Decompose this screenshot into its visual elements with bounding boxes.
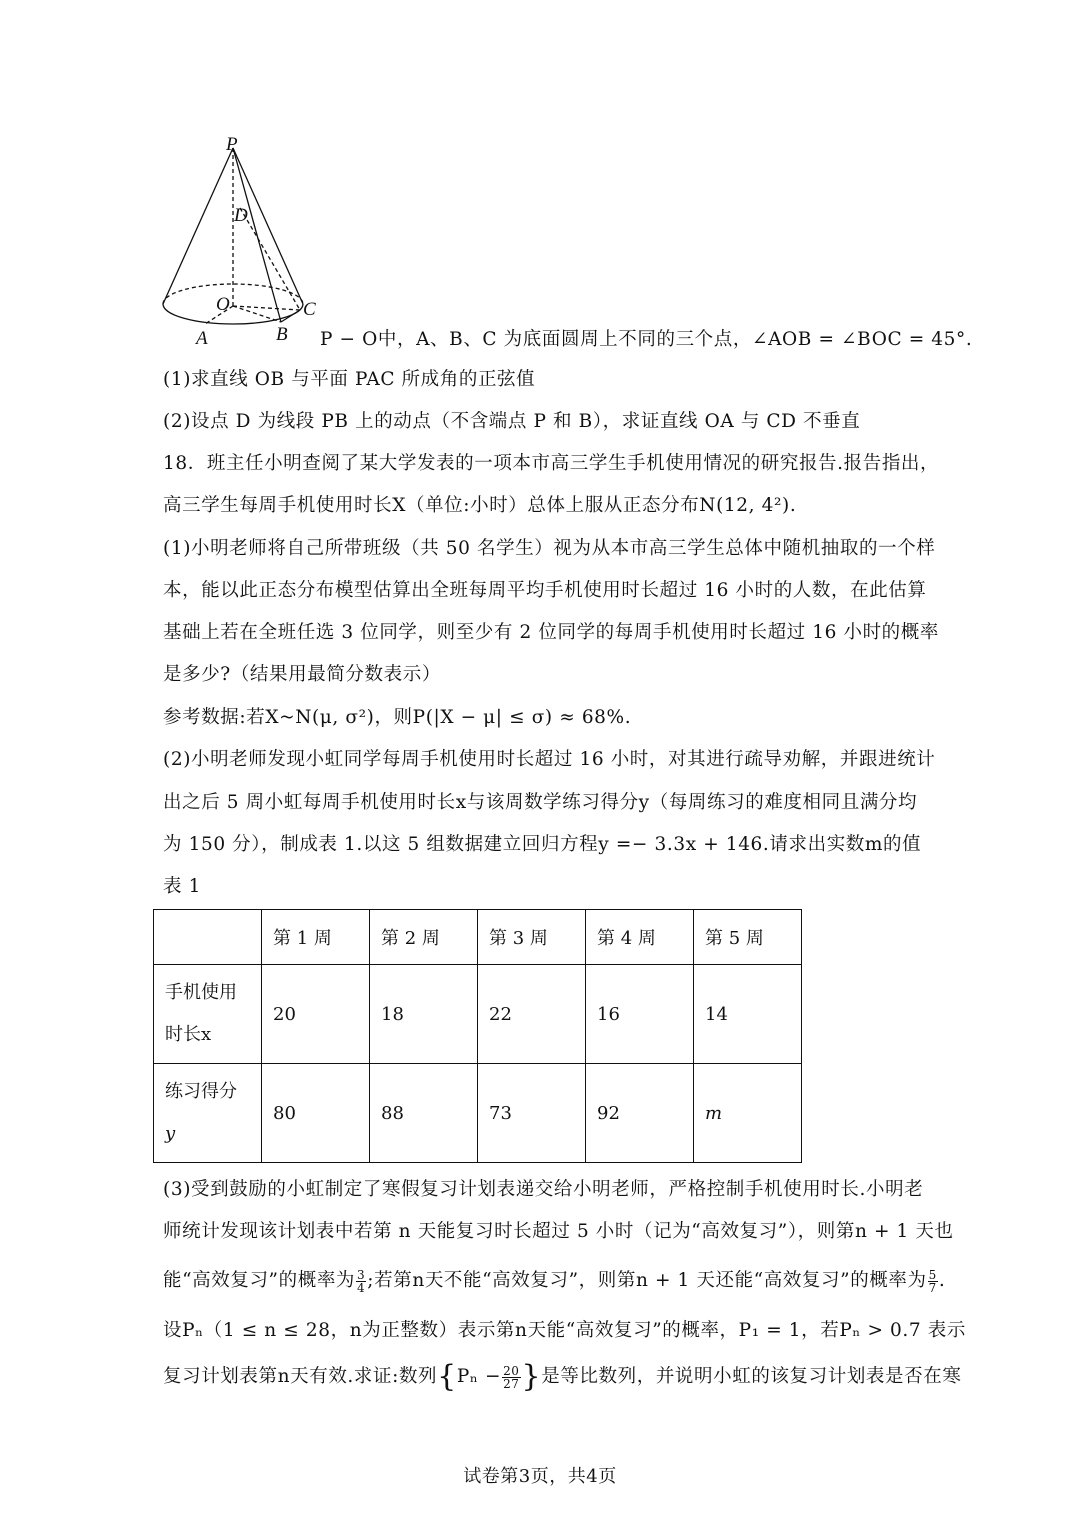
q17-part2: (2)设点 D 为线段 PB 上的动点（不含端点 P 和 B），求证直线 OA 与 CD 不垂直 xyxy=(163,411,861,432)
q18-p3-line2: 师统计发现该计划表中若第 n 天能复习时长超过 5 小时（记为“高效复习”），则第n + 1 天也 xyxy=(163,1221,954,1242)
table-caption: 表 1 xyxy=(163,876,201,897)
table-cell: 14 xyxy=(694,965,802,1064)
row-label-line: 时长x xyxy=(165,1024,212,1045)
fraction-twenty-27ths xyxy=(502,1365,520,1390)
q18-p1-line4: 是多少?（结果用最简分数表示） xyxy=(163,664,441,685)
label-c: C xyxy=(303,299,316,320)
q18-p3-line1: (3)受到鼓励的小虹制定了寒假复习计划表递交给小明老师，严格控制手机使用时长.小明老 xyxy=(163,1179,924,1200)
fraction-denominator: 4 xyxy=(357,1280,366,1295)
table-cell: 88 xyxy=(370,1064,478,1163)
table-cell: 16 xyxy=(586,965,694,1064)
segment-dc xyxy=(240,208,300,310)
data-table xyxy=(153,909,802,1163)
table-cell: 18 xyxy=(370,965,478,1064)
cone-figure xyxy=(150,128,330,353)
label-o: O xyxy=(216,294,230,315)
q18-p2-line3: 为 150 分），制成表 1.以这 5 组数据建立回归方程y =− 3.3x + 146.请求出实数m的值 xyxy=(163,834,922,855)
segment-pb xyxy=(233,148,281,322)
q18-p2-line2: 出之后 5 周小虹每周手机使用时长x与该周数学练习得分y（每周练习的难度相同且满分均 xyxy=(163,792,918,813)
table-cell: 92 xyxy=(586,1064,694,1163)
q18-p1-line1: (1)小明老师将自己所带班级（共 50 名学生）视为从本市高三学生总体中随机抽取的一个样 xyxy=(163,538,936,559)
sequence-term: Pₙ − xyxy=(456,1366,502,1387)
q17-intro: P − O中，A、B、C 为底面圆周上不同的三个点，∠AOB = ∠BOC = 45°. xyxy=(320,329,973,350)
table-header-cell xyxy=(154,910,262,965)
table-row xyxy=(154,1064,802,1163)
fraction-five-sevenths xyxy=(928,1269,938,1294)
text-segment: 是等比数列，并说明小虹的该复习计划表是否在寒 xyxy=(541,1366,962,1387)
q17-part1: (1)求直线 OB 与平面 PAC 所成角的正弦值 xyxy=(163,369,536,390)
row-label-phone-time xyxy=(154,965,262,1064)
text-segment: 复习计划表第n天有效.求证:数列 xyxy=(163,1366,438,1387)
fraction-denominator: 27 xyxy=(503,1376,520,1391)
page-footer: 试卷第3页，共4页 xyxy=(463,1466,617,1487)
table-header-cell: 第 2 周 xyxy=(370,910,478,965)
label-p: P xyxy=(226,134,238,155)
fraction-numerator: 3 xyxy=(357,1267,366,1282)
table-cell: 73 xyxy=(478,1064,586,1163)
cone-base-back xyxy=(163,284,303,304)
q18-p1-line2: 本，能以此正态分布模型估算出全班每周平均手机使用时长超过 16 小时的人数，在此估算 xyxy=(163,580,927,601)
q18-p3-line4: 设Pₙ（1 ≤ n ≤ 28，n为正整数）表示第n天能“高效复习”的概率，P₁ = 1，若Pₙ > 0.7 表示 xyxy=(163,1320,966,1341)
table-row xyxy=(154,965,802,1064)
left-brace: { xyxy=(437,1359,457,1394)
fraction-numerator: 20 xyxy=(503,1363,520,1378)
q18-p2-line1: (2)小明老师发现小虹同学每周手机使用时长超过 16 小时，对其进行疏导劝解，并跟进统计 xyxy=(163,749,936,770)
text-segment: . xyxy=(938,1270,946,1291)
q18-ref-data: 参考数据:若X~N(μ, σ²)，则P(|X − μ| ≤ σ) ≈ 68%. xyxy=(163,707,632,728)
q18-stem-line1: 18．班主任小明查阅了某大学发表的一项本市高三学生手机使用情况的研究报告.报告指出， xyxy=(163,453,940,474)
cone-left-edge xyxy=(163,148,233,304)
text-segment: 能“高效复习”的概率为 xyxy=(163,1270,356,1291)
label-a: A xyxy=(196,328,208,349)
label-b: B xyxy=(276,324,288,345)
table-header-row xyxy=(154,910,802,965)
label-d: D xyxy=(234,205,248,226)
fraction-three-quarters xyxy=(356,1269,366,1294)
cone-right-edge xyxy=(233,148,303,304)
row-label-line: 练习得分 xyxy=(165,1081,237,1102)
q18-p1-line3: 基础上若在全班任选 3 位同学，则至少有 2 位同学的每周手机使用时长超过 16 小时的概率 xyxy=(163,622,939,643)
text-segment: ;若第n天不能“高效复习”，则第n + 1 天还能“高效复习”的概率为 xyxy=(367,1270,927,1291)
table-header-cell: 第 5 周 xyxy=(694,910,802,965)
table-cell: 20 xyxy=(262,965,370,1064)
table-header-cell: 第 3 周 xyxy=(478,910,586,965)
q18-stem-line2: 高三学生每周手机使用时长X（单位:小时）总体上服从正态分布N(12, 4²). xyxy=(163,495,797,516)
fraction-numerator: 5 xyxy=(928,1267,937,1282)
table-header-cell: 第 1 周 xyxy=(262,910,370,965)
row-label-score xyxy=(154,1064,262,1163)
table-cell: m xyxy=(694,1064,802,1163)
table-header-cell: 第 4 周 xyxy=(586,910,694,965)
row-label-line: 手机使用 xyxy=(165,982,237,1003)
q18-p3-line3 xyxy=(163,1268,945,1294)
right-brace: } xyxy=(521,1359,542,1394)
table-cell: 80 xyxy=(262,1064,370,1163)
fraction-denominator: 7 xyxy=(928,1280,937,1295)
q18-p3-line5 xyxy=(163,1359,962,1394)
segment-ob xyxy=(233,306,281,322)
row-label-line: y xyxy=(165,1123,176,1144)
table-cell: 22 xyxy=(478,965,586,1064)
segment-bc xyxy=(281,310,300,322)
